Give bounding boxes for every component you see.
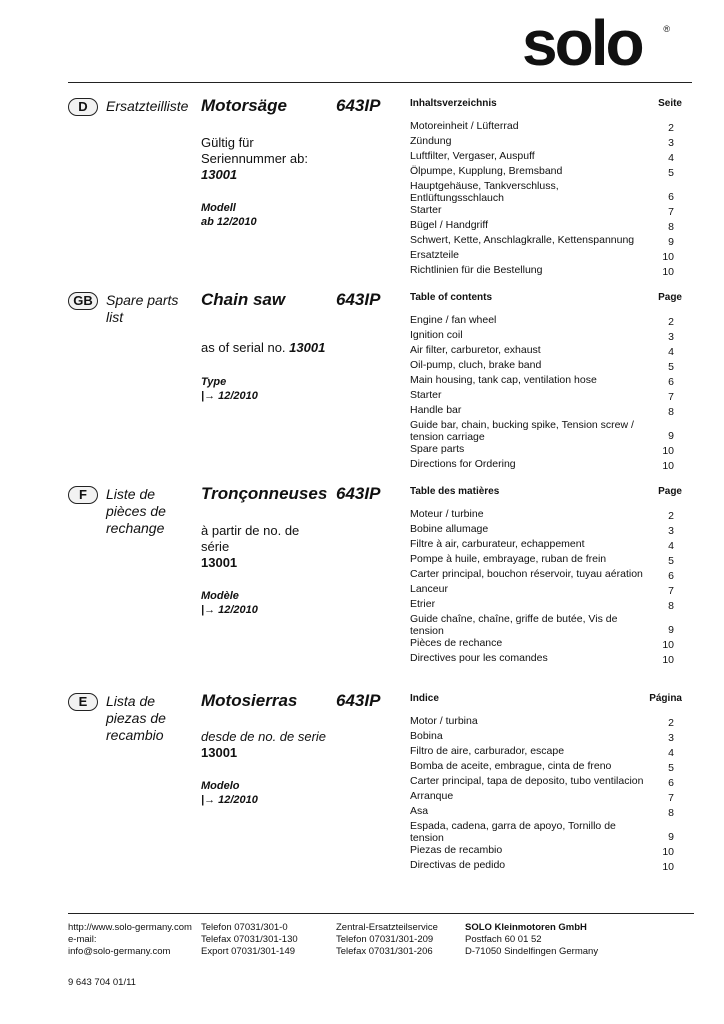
- toc-entry-page: 8: [668, 406, 674, 418]
- product-name: Chain saw: [201, 290, 286, 309]
- toc-entry-page: 4: [668, 747, 674, 759]
- toc-entry-label: Zündung: [410, 135, 452, 147]
- lang-badge: D: [68, 98, 98, 116]
- toc-entry-page: 9: [668, 831, 674, 843]
- toc-entry-label: Bobine allumage: [410, 523, 489, 535]
- export-phone: Export 07031/301-149: [201, 946, 296, 957]
- toc-entry-page: 4: [668, 346, 674, 358]
- serial-number: 13001: [201, 745, 238, 760]
- toc-entry-label: Arranque: [410, 790, 454, 802]
- toc-entry-label: Schwert, Kette, Anschlagkralle, Kettenspannung: [410, 234, 635, 246]
- toc-list: [410, 715, 680, 874]
- toc-entry-page: 9: [668, 430, 674, 442]
- toc-entry-label: Carter principal, tapa de deposito, tubo ventilacion: [410, 775, 644, 787]
- toc-entry-label: Ignition coil: [410, 329, 463, 341]
- toc-entry-label: Bügel / Handgriff: [410, 219, 489, 231]
- table-of-contents: [410, 486, 680, 667]
- toc-row: [410, 859, 680, 874]
- list-name: Liste de pièces de rechange: [106, 486, 166, 536]
- toc-entry-page: 5: [668, 555, 674, 567]
- toc-row: [410, 790, 680, 805]
- toc-entry-page: 4: [668, 540, 674, 552]
- toc-header: [410, 98, 680, 120]
- type-label: Modell: [201, 202, 236, 214]
- type-block: [201, 589, 258, 617]
- toc-entry-label: Oil-pump, cluch, brake band: [410, 359, 542, 371]
- footer-rule: [68, 913, 463, 914]
- type-block: [201, 201, 257, 229]
- toc-row: [410, 404, 680, 419]
- toc-entry-page: 10: [662, 861, 674, 873]
- footer-spare-service: [336, 922, 438, 958]
- toc-row: [410, 523, 680, 538]
- toc-entry-page: 2: [668, 316, 674, 328]
- toc-entry-label: Motoreinheit / Lüfterrad: [410, 120, 519, 132]
- toc-list: [410, 508, 680, 667]
- serial-block: [201, 523, 316, 571]
- toc-row: [410, 314, 680, 329]
- product-name: Motosierras: [201, 691, 298, 710]
- toc-entry-page: 10: [662, 639, 674, 651]
- list-name: Spare parts list: [106, 292, 179, 325]
- toc-entry-label: Handle bar: [410, 404, 462, 416]
- model-number: 643IP: [336, 96, 381, 115]
- toc-header: [410, 486, 680, 508]
- toc-entry-page: 7: [668, 391, 674, 403]
- toc-entry-page: 9: [668, 624, 674, 636]
- toc-row: [410, 553, 680, 568]
- serial-block: [201, 135, 341, 183]
- registered-mark: ®: [663, 24, 670, 34]
- type-label: Modèle: [201, 590, 239, 602]
- type-label: Type: [201, 376, 227, 388]
- toc-row: [410, 165, 680, 180]
- toc-entry-label: Pièces de rechance: [410, 637, 503, 649]
- toc-entry-label: Directives pour les comandes: [410, 652, 548, 664]
- toc-row: [410, 652, 680, 667]
- toc-entry-label: Etrier: [410, 598, 436, 610]
- toc-entry-label: Lanceur: [410, 583, 448, 595]
- toc-entry-label: Ersatzteile: [410, 249, 460, 261]
- toc-row: [410, 180, 680, 204]
- toc-entry-label: Directivas de pedido: [410, 859, 506, 871]
- toc-page-label: Page: [658, 292, 682, 303]
- toc-entry-page: 8: [668, 221, 674, 233]
- toc-entry-label: Guide bar, chain, bucking spike, Tension screw / tension carriage: [410, 419, 634, 443]
- toc-row: [410, 715, 680, 730]
- toc-entry-page: 8: [668, 600, 674, 612]
- toc-entry-page: 6: [668, 570, 674, 582]
- service-fax: Telefax 07031/301-206: [336, 946, 433, 957]
- type-date: |→ 12/2010: [201, 390, 258, 402]
- toc-entry-page: 3: [668, 525, 674, 537]
- toc-row: [410, 249, 680, 264]
- toc-row: [410, 637, 680, 652]
- logo-wordmark: solo: [522, 7, 642, 79]
- product-name: Motorsäge: [201, 96, 287, 115]
- toc-header: [410, 693, 680, 715]
- city: D-71050 Sindelfingen Germany: [465, 946, 599, 957]
- toc-entry-page: 9: [668, 236, 674, 248]
- toc-row: [410, 329, 680, 344]
- toc-entry-label: Ölpumpe, Kupplung, Bremsband: [410, 165, 563, 177]
- toc-page-label: Page: [658, 486, 682, 497]
- toc-entry-label: Filtro de aire, carburador, escape: [410, 745, 565, 757]
- toc-entry-label: Luftfilter, Vergaser, Auspuff: [410, 150, 535, 162]
- toc-row: [410, 150, 680, 165]
- toc-row: [410, 344, 680, 359]
- toc-row: [410, 234, 680, 249]
- toc-entry-label: Espada, cadena, garra de apoyo, Tornillo de tension: [410, 820, 616, 844]
- toc-entry-page: 10: [662, 266, 674, 278]
- toc-entry-page: 10: [662, 654, 674, 666]
- toc-title: Indice: [410, 693, 439, 704]
- toc-row: [410, 730, 680, 745]
- serial-number: 13001: [201, 167, 238, 182]
- postbox: Postfach 60 01 52: [465, 934, 542, 945]
- lang-badge: F: [68, 486, 98, 504]
- toc-list: [410, 314, 680, 473]
- footer-web-contact: [68, 922, 192, 958]
- toc-entry-page: 7: [668, 585, 674, 597]
- solo-logo: [522, 7, 672, 79]
- email-label: e-mail:: [68, 934, 97, 945]
- product-name: Tronçonneuses: [201, 484, 328, 503]
- header-rule: [68, 82, 692, 83]
- toc-entry-page: 6: [668, 191, 674, 203]
- serial-block: [201, 340, 401, 356]
- lang-badge: E: [68, 693, 98, 711]
- serial-label: Gültig für Seriennummer ab:: [201, 135, 308, 166]
- toc-row: [410, 613, 680, 637]
- toc-entry-label: Moteur / turbine: [410, 508, 484, 520]
- toc-entry-page: 10: [662, 460, 674, 472]
- toc-entry-page: 2: [668, 510, 674, 522]
- toc-entry-page: 6: [668, 376, 674, 388]
- toc-row: [410, 568, 680, 583]
- service-title: Zentral-Ersatzteilservice: [336, 922, 438, 933]
- toc-entry-label: Engine / fan wheel: [410, 314, 497, 326]
- toc-entry-page: 8: [668, 807, 674, 819]
- toc-entry-label: Hauptgehäuse, Tankverschluss, Entlüftungsschlauch: [410, 180, 559, 204]
- toc-entry-page: 5: [668, 361, 674, 373]
- toc-entry-page: 5: [668, 762, 674, 774]
- toc-page-label: Página: [649, 693, 682, 704]
- toc-entry-page: 3: [668, 732, 674, 744]
- toc-entry-page: 7: [668, 206, 674, 218]
- toc-entry-page: 10: [662, 846, 674, 858]
- toc-row: [410, 359, 680, 374]
- toc-entry-label: Directions for Ordering: [410, 458, 516, 470]
- toc-row: [410, 120, 680, 135]
- toc-entry-page: 5: [668, 167, 674, 179]
- toc-row: [410, 374, 680, 389]
- toc-entry-page: 3: [668, 137, 674, 149]
- toc-entry-page: 3: [668, 331, 674, 343]
- type-date: ab 12/2010: [201, 216, 257, 228]
- toc-entry-label: Piezas de recambio: [410, 844, 503, 856]
- toc-entry-label: Spare parts: [410, 443, 465, 455]
- toc-entry-label: Filtre à air, carburateur, echappement: [410, 538, 585, 550]
- document-number: 9 643 704 01/11: [68, 977, 136, 988]
- toc-entry-label: Starter: [410, 389, 442, 401]
- service-phone: Telefon 07031/301-209: [336, 934, 434, 945]
- toc-row: [410, 135, 680, 150]
- toc-row: [410, 820, 680, 844]
- table-of-contents: [410, 98, 680, 279]
- toc-entry-page: 4: [668, 152, 674, 164]
- toc-row: [410, 583, 680, 598]
- serial-number: 13001: [289, 340, 326, 355]
- serial-label: desde de no. de serie: [201, 729, 327, 744]
- toc-entry-label: Richtlinien für die Bestellung: [410, 264, 543, 276]
- serial-number: 13001: [201, 555, 238, 570]
- toc-page-label: Seite: [658, 98, 682, 109]
- type-date: |→ 12/2010: [201, 604, 258, 616]
- toc-row: [410, 389, 680, 404]
- toc-entry-page: 10: [662, 251, 674, 263]
- toc-entry-label: Asa: [410, 805, 429, 817]
- toc-title: Inhaltsverzeichnis: [410, 98, 497, 109]
- serial-label: à partir de no. de série: [201, 523, 300, 554]
- website-link[interactable]: http://www.solo-germany.com: [68, 922, 192, 933]
- toc-entry-label: Bomba de aceite, embrague, cinta de freno: [410, 760, 612, 772]
- toc-row: [410, 775, 680, 790]
- list-name: Lista de piezas de recambio: [106, 693, 166, 743]
- phone-main: Telefon 07031/301-0: [201, 922, 288, 933]
- type-block: [201, 779, 258, 807]
- toc-row: [410, 805, 680, 820]
- toc-entry-label: Starter: [410, 204, 442, 216]
- toc-row: [410, 219, 680, 234]
- toc-entry-page: 2: [668, 122, 674, 134]
- toc-row: [410, 443, 680, 458]
- toc-row: [410, 204, 680, 219]
- toc-entry-page: 2: [668, 717, 674, 729]
- table-of-contents: [410, 292, 680, 473]
- toc-entry-label: Air filter, carburetor, exhaust: [410, 344, 541, 356]
- type-date: |→ 12/2010: [201, 794, 258, 806]
- toc-row: [410, 458, 680, 473]
- serial-block: [201, 729, 351, 761]
- type-label: Modelo: [201, 780, 240, 792]
- toc-entry-label: Bobina: [410, 730, 443, 742]
- email-link[interactable]: info@solo-germany.com: [68, 946, 171, 957]
- type-block: [201, 375, 258, 403]
- toc-row: [410, 419, 680, 443]
- toc-row: [410, 760, 680, 775]
- model-number: 643IP: [336, 691, 381, 710]
- toc-entry-label: Guide chaîne, chaîne, griffe de butée, Vis de tension: [410, 613, 618, 637]
- fax-main: Telefax 07031/301-130: [201, 934, 298, 945]
- footer-rule-right: [463, 913, 694, 914]
- toc-entry-page: 7: [668, 792, 674, 804]
- toc-row: [410, 844, 680, 859]
- toc-row: [410, 538, 680, 553]
- toc-entry-label: Main housing, tank cap, ventilation hose: [410, 374, 597, 386]
- serial-label: as of serial no.: [201, 340, 286, 355]
- footer-phone: [201, 922, 298, 958]
- toc-entry-page: 10: [662, 445, 674, 457]
- toc-entry-label: Carter principal, bouchon réservoir, tuyau aération: [410, 568, 643, 580]
- toc-row: [410, 508, 680, 523]
- toc-title: Table des matières: [410, 486, 500, 497]
- company-name: SOLO Kleinmotoren GmbH: [465, 922, 587, 933]
- model-number: 643IP: [336, 290, 381, 309]
- toc-entry-label: Pompe à huile, embrayage, ruban de frein: [410, 553, 607, 565]
- toc-row: [410, 598, 680, 613]
- toc-header: [410, 292, 680, 314]
- table-of-contents: [410, 693, 680, 874]
- model-number: 643IP: [336, 484, 381, 503]
- toc-entry-page: 6: [668, 777, 674, 789]
- lang-badge: GB: [68, 292, 98, 310]
- toc-row: [410, 264, 680, 279]
- toc-row: [410, 745, 680, 760]
- toc-list: [410, 120, 680, 279]
- toc-title: Table of contents: [410, 292, 493, 303]
- footer-address: [465, 922, 598, 958]
- list-name: Ersatzteilliste: [106, 98, 189, 114]
- toc-entry-label: Motor / turbina: [410, 715, 478, 727]
